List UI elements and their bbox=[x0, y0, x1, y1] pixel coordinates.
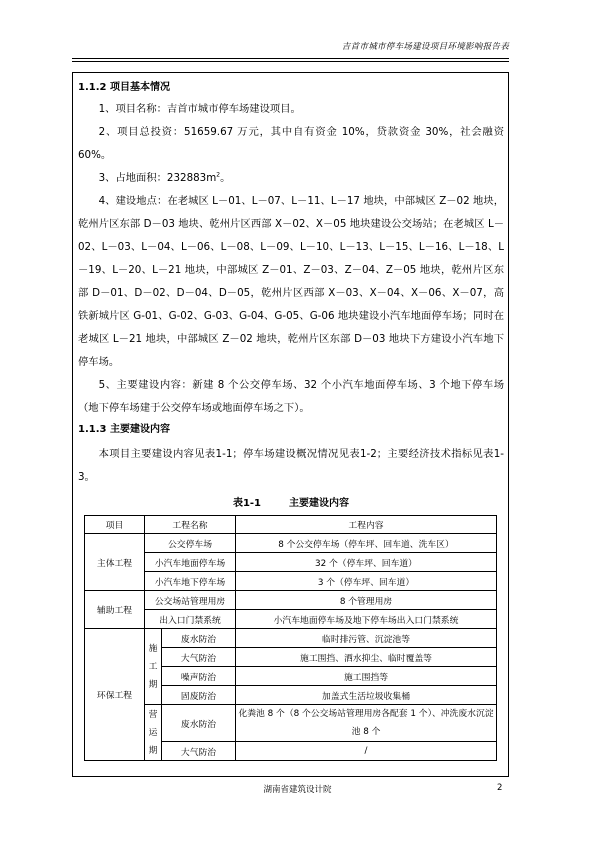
item-area bbox=[78, 167, 504, 190]
content-cell: 临时排污管、沉淀池等 bbox=[236, 629, 497, 648]
header-cell: 项目 bbox=[85, 516, 145, 534]
table-row bbox=[85, 629, 497, 648]
header-cell: 工程名称 bbox=[145, 516, 236, 534]
group-cell: 主体工程 bbox=[85, 534, 145, 591]
content-cell: / bbox=[236, 742, 497, 761]
area-end: 。 bbox=[220, 172, 231, 184]
page-number: 2 bbox=[497, 783, 503, 793]
header-cell: 工程内容 bbox=[236, 516, 497, 534]
content-cell: 32 个（停车坪、回车道） bbox=[236, 553, 497, 572]
name-cell: 废水防治 bbox=[162, 629, 236, 648]
content-cell: 8 个管理用房 bbox=[236, 591, 497, 610]
header-rule-thin bbox=[72, 61, 509, 62]
content-cell: 8 个公交停车场（停车坪、回车道、洗车区） bbox=[236, 534, 497, 553]
item-project-name: 1、项目名称：吉首市城市停车场建设项目。 bbox=[98, 103, 301, 115]
content-cell: 3 个（停车坪、回车道） bbox=[236, 572, 497, 591]
area-text: 3、占地面积：232883m bbox=[98, 172, 217, 184]
table-row bbox=[85, 705, 497, 742]
content-cell: 施工围挡、洒水抑尘、临时覆盖等 bbox=[236, 648, 497, 667]
table-row bbox=[85, 553, 497, 572]
name-cell: 大气防治 bbox=[162, 742, 236, 761]
footer-org: 湖南省建筑设计院 bbox=[263, 785, 332, 795]
table-number: 表1-1 bbox=[232, 498, 262, 509]
content-body bbox=[78, 72, 504, 513]
group-cell: 环保工程 bbox=[85, 629, 145, 761]
item-content: 5、主要建设内容：新建 8 个公交停车场、32 个小汽车地面停车场、3 个地下停车场（地下停车场建于公交停车场或地面停车场之下）。 bbox=[78, 379, 504, 414]
name-cell: 大气防治 bbox=[162, 648, 236, 667]
header-rule-thick bbox=[72, 58, 509, 59]
content-cell: 施工围挡等 bbox=[236, 667, 497, 686]
page-header: 吉首市城市停车场建设项目环境影响报告表 bbox=[341, 42, 509, 52]
item-investment: 2、项目总投资：51659.67 万元，其中自有资金 10%，贷款资金 30%，社会融资 60%。 bbox=[78, 126, 504, 161]
table-row bbox=[85, 572, 497, 591]
item-location: 4、建设地点：在老城区 L－01、L－07、L－11、L－17 地块，中部城区 Z－02 地块，乾州片区东部 D－03 地块、乾州片区西部 X－02、X－05 地块建设公交场站；在老城区 L－02、L－03、L－04、L－06、L－08、L－09、L－10、L－13、L－15、L－16、L－18、L－19、L－20、L－21 地块，中部城区 Z－01、Z－03、Z－04、Z－05 地块，乾州片区东部 D－01、D－02、D－04、D－05，乾州片区西部 X－03、X－04、X－06、X－07，高铁新城片区 G-01、G-02、G-03、G-04、G-05、G-06 地块建设小汽车地面停车场；同时在老城区 L－21 地块，中部城区 Z－02 地块，乾州片区东部 D－03 地块下方建设小汽车地下停车场。 bbox=[78, 195, 504, 368]
table-row bbox=[85, 610, 497, 629]
phase-cell: 营运期 bbox=[145, 705, 162, 761]
name-cell: 小汽车地下停车场 bbox=[145, 572, 236, 591]
name-cell: 固废防治 bbox=[162, 686, 236, 705]
content-cell: 加盖式生活垃圾收集桶 bbox=[236, 686, 497, 705]
table-row bbox=[85, 534, 497, 553]
table-row bbox=[85, 591, 497, 610]
section-heading-1-1-3: 1.1.3 主要建设内容 bbox=[78, 424, 170, 435]
section-heading-1-1-2: 1.1.2 项目基本情况 bbox=[78, 82, 170, 93]
table-title: 主要建设内容 bbox=[289, 498, 350, 509]
construction-table bbox=[84, 515, 497, 761]
name-cell: 公交停车场 bbox=[145, 534, 236, 553]
group-cell: 辅助工程 bbox=[85, 591, 145, 629]
table-header-row bbox=[85, 516, 497, 534]
name-cell: 噪声防治 bbox=[162, 667, 236, 686]
name-cell: 小汽车地面停车场 bbox=[145, 553, 236, 572]
name-cell: 出入口门禁系统 bbox=[145, 610, 236, 629]
section-intro: 本项目主要建设内容见表1-1；停车场建设概况情况见表1-2；主要经济技术指标见表1-3。 bbox=[78, 448, 504, 483]
content-cell: 化粪池 8 个（8 个公交场站管理用房各配套 1 个）、冲洗废水沉淀池 8 个 bbox=[236, 705, 497, 742]
table-caption bbox=[78, 495, 504, 513]
content-cell: 小汽车地面停车场及地下停车场出入口门禁系统 bbox=[236, 610, 497, 629]
area-superscript: 2 bbox=[216, 171, 221, 179]
phase-cell: 施工期 bbox=[145, 629, 162, 705]
name-cell: 公交场站管理用房 bbox=[145, 591, 236, 610]
name-cell: 废水防治 bbox=[162, 705, 236, 742]
